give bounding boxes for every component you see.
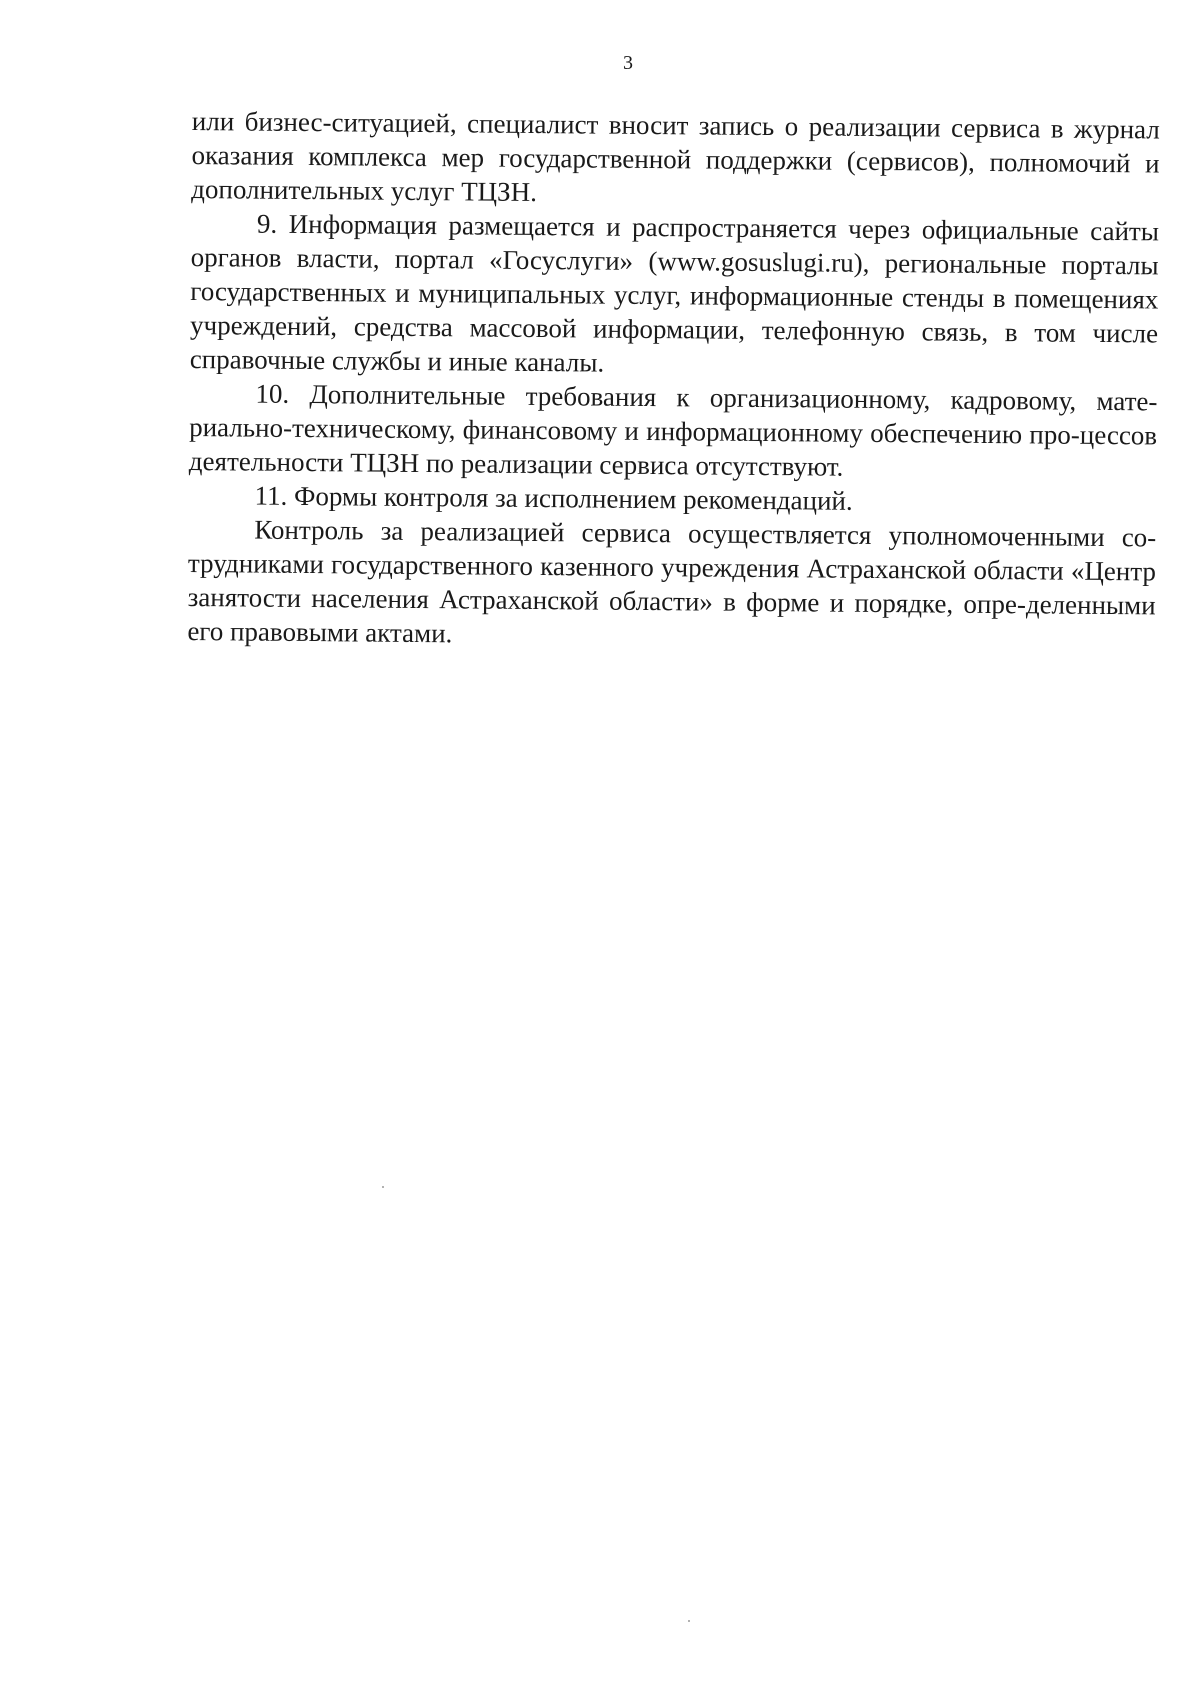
paragraph-continuation: или бизнес-ситуацией, специалист вносит запись о реализации сервиса в журнал оказания комплекса мер государственной поддержки (сервисов), полномочий и дополнительных услуг ТЦЗН. (191, 105, 1160, 208)
paragraph-item-9: 9. Информация размещается и распространяется через официальные сайты органов власти, портал «Госуслуги» (www.gosuslugi.ru), региональные порталы государственных и муниципальных услуг, информационные стенды в помещениях учреждений, средства массовой информации, телефонную связь, в том числе справочные службы и иные каналы. (189, 208, 1160, 378)
document-body (187, 104, 1160, 656)
page-number: 3 (623, 52, 633, 74)
paragraph-item-11: 11. Формы контроля за исполнением рекомендаций. (254, 480, 853, 516)
scan-speck (688, 1620, 690, 1622)
scan-speck (382, 1186, 384, 1188)
paragraph-item-10: 10. Дополнительные требования к организационному, кадровому, мате-риально-техническому, финансовому и информационному обеспечению про-цессов деятельности ТЦЗН по реализации сервиса отсутствуют. (188, 378, 1158, 482)
paragraph-control: Контроль за реализацией сервиса осуществляется уполномоченными со-трудниками государственного казенного учреждения Астраханской области «Центр занятости населения Астраханской области» в форме и порядке, опре-деленными его правовыми актами. (187, 514, 1157, 649)
